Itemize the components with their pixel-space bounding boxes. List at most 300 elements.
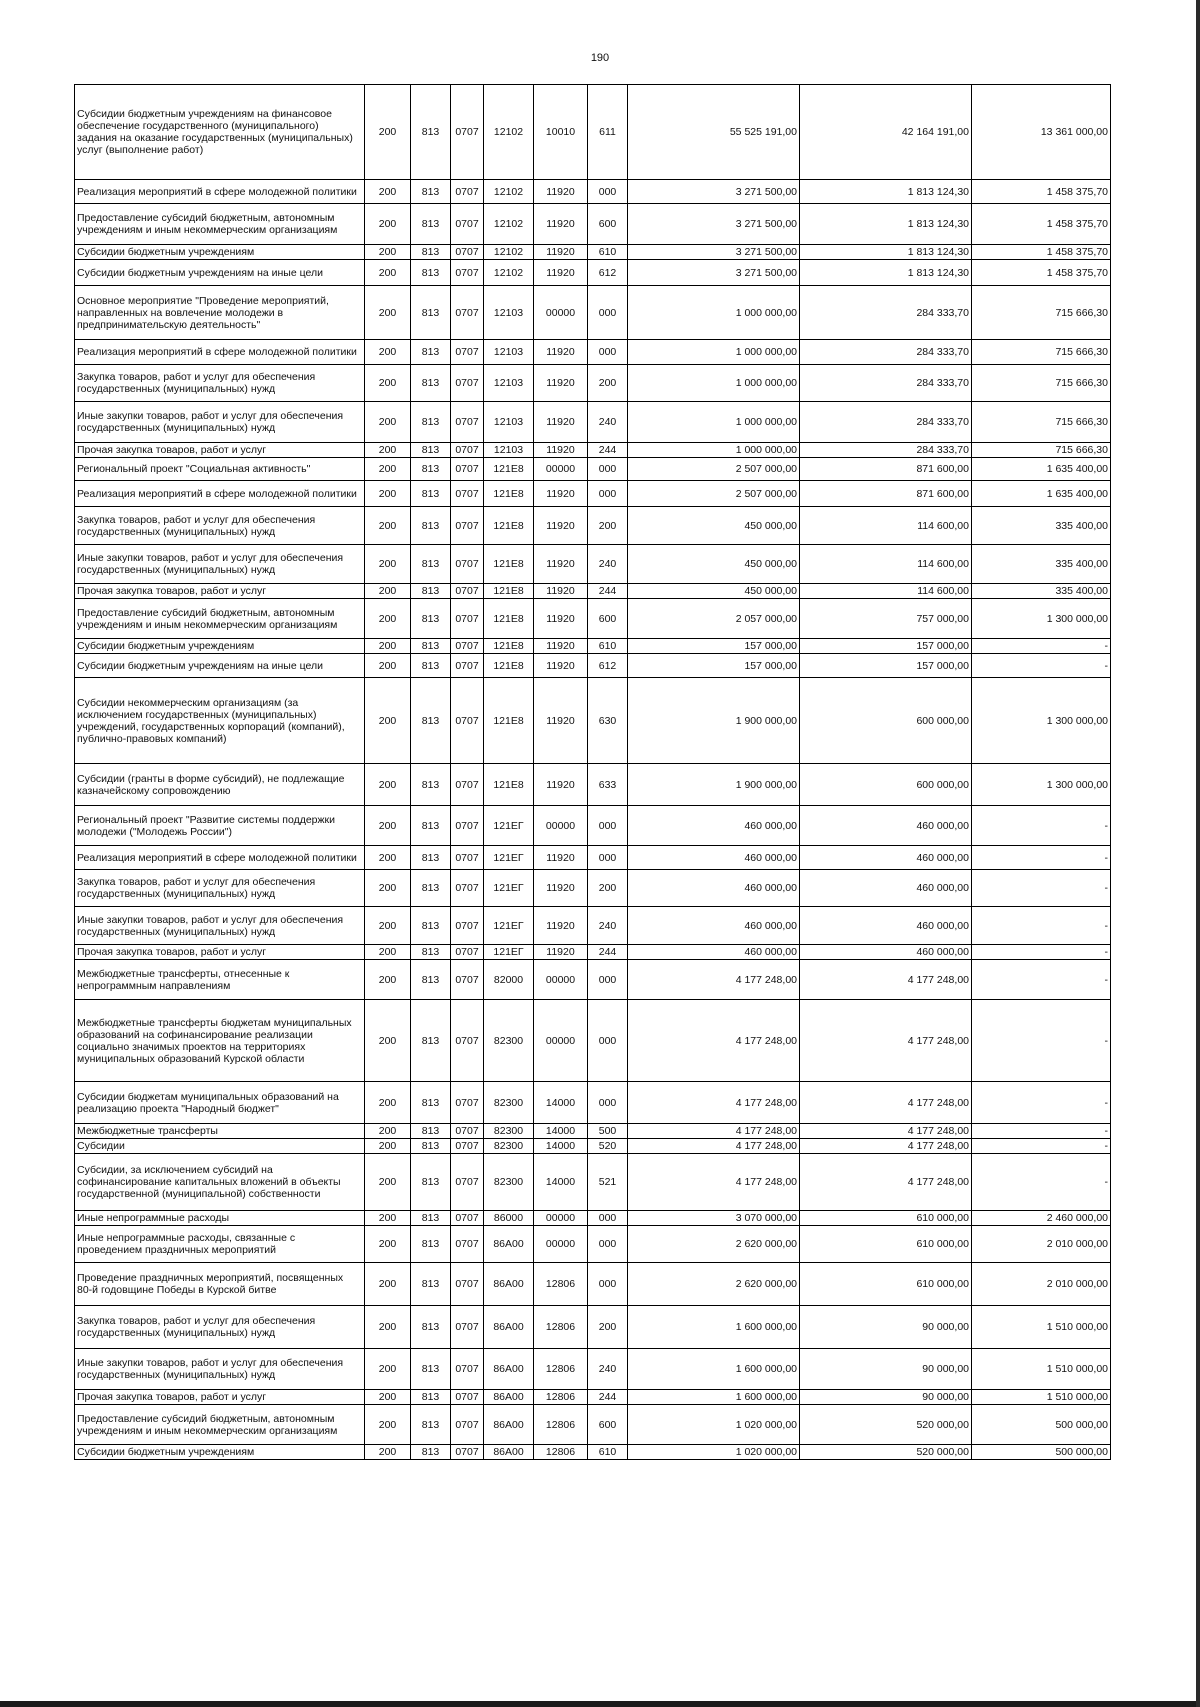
code-ministry-chapter: 200 <box>365 639 411 654</box>
amount-executed: 520 000,00 <box>800 1405 972 1445</box>
code-section: 0707 <box>451 1349 484 1390</box>
amount-planned: 3 070 000,00 <box>628 1211 800 1226</box>
code-target-b: 14000 <box>534 1124 588 1139</box>
amount-planned: 2 507 000,00 <box>628 458 800 481</box>
code-target-a: 12102 <box>484 204 534 245</box>
amount-remaining: 715 666,30 <box>972 365 1111 402</box>
amount-executed: 600 000,00 <box>800 764 972 806</box>
amount-remaining: 715 666,30 <box>972 443 1111 458</box>
amount-executed: 284 333,70 <box>800 340 972 365</box>
code-admin: 813 <box>411 960 451 1000</box>
code-section: 0707 <box>451 1000 484 1082</box>
amount-executed: 460 000,00 <box>800 846 972 870</box>
code-admin: 813 <box>411 204 451 245</box>
code-target-a: 12103 <box>484 402 534 443</box>
code-target-b: 11920 <box>534 654 588 678</box>
code-section: 0707 <box>451 1263 484 1306</box>
row-name: Прочая закупка товаров, работ и услуг <box>75 1390 365 1405</box>
amount-executed: 4 177 248,00 <box>800 960 972 1000</box>
code-admin: 813 <box>411 584 451 599</box>
code-ministry-chapter: 200 <box>365 458 411 481</box>
code-admin: 813 <box>411 639 451 654</box>
row-name: Региональный проект "Социальная активность" <box>75 458 365 481</box>
table-row <box>75 1000 1111 1082</box>
table-row <box>75 1154 1111 1211</box>
code-target-a: 121ЕГ <box>484 870 534 907</box>
code-expense-type: 240 <box>588 907 628 945</box>
row-name: Реализация мероприятий в сфере молодежной политики <box>75 340 365 365</box>
amount-remaining: 2 460 000,00 <box>972 1211 1111 1226</box>
row-name: Прочая закупка товаров, работ и услуг <box>75 584 365 599</box>
code-ministry-chapter: 200 <box>365 507 411 545</box>
table-row <box>75 1349 1111 1390</box>
code-admin: 813 <box>411 1445 451 1460</box>
amount-executed: 4 177 248,00 <box>800 1124 972 1139</box>
code-target-b: 11920 <box>534 507 588 545</box>
table-row <box>75 1211 1111 1226</box>
code-target-a: 121E8 <box>484 654 534 678</box>
amount-planned: 4 177 248,00 <box>628 1082 800 1124</box>
amount-remaining: - <box>972 1154 1111 1211</box>
table-row <box>75 1445 1111 1460</box>
code-ministry-chapter: 200 <box>365 1445 411 1460</box>
code-expense-type: 200 <box>588 1306 628 1349</box>
table-row <box>75 907 1111 945</box>
amount-executed: 42 164 191,00 <box>800 85 972 180</box>
code-target-a: 82300 <box>484 1082 534 1124</box>
code-target-b: 11920 <box>534 245 588 260</box>
row-name: Проведение праздничных мероприятий, посвященных 80-й годовщине Победы в Курской битве <box>75 1263 365 1306</box>
code-admin: 813 <box>411 1211 451 1226</box>
amount-executed: 1 813 124,30 <box>800 260 972 286</box>
row-name: Межбюджетные трансферты, отнесенные к непрограммным направлениям <box>75 960 365 1000</box>
table-row <box>75 1405 1111 1445</box>
row-name: Иные непрограммные расходы <box>75 1211 365 1226</box>
code-target-b: 14000 <box>534 1139 588 1154</box>
code-admin: 813 <box>411 1405 451 1445</box>
code-ministry-chapter: 200 <box>365 870 411 907</box>
row-name: Предоставление субсидий бюджетным, автономным учреждениям и иным некоммерческим организациям <box>75 599 365 639</box>
code-admin: 813 <box>411 1124 451 1139</box>
code-admin: 813 <box>411 481 451 507</box>
amount-planned: 2 620 000,00 <box>628 1263 800 1306</box>
amount-executed: 284 333,70 <box>800 443 972 458</box>
code-admin: 813 <box>411 402 451 443</box>
amount-planned: 1 000 000,00 <box>628 286 800 340</box>
table-row <box>75 260 1111 286</box>
code-target-a: 121E8 <box>484 639 534 654</box>
table-row <box>75 678 1111 764</box>
amount-remaining: - <box>972 1124 1111 1139</box>
code-target-a: 121E8 <box>484 507 534 545</box>
code-target-a: 82300 <box>484 1154 534 1211</box>
amount-remaining: 1 300 000,00 <box>972 764 1111 806</box>
code-expense-type: 612 <box>588 260 628 286</box>
code-ministry-chapter: 200 <box>365 1405 411 1445</box>
code-admin: 813 <box>411 340 451 365</box>
amount-planned: 4 177 248,00 <box>628 1000 800 1082</box>
amount-planned: 3 271 500,00 <box>628 180 800 204</box>
table-body <box>75 85 1111 1460</box>
code-expense-type: 520 <box>588 1139 628 1154</box>
table-row <box>75 1263 1111 1306</box>
code-target-b: 00000 <box>534 458 588 481</box>
amount-planned: 4 177 248,00 <box>628 1124 800 1139</box>
code-target-b: 11920 <box>534 180 588 204</box>
amount-executed: 1 813 124,30 <box>800 204 972 245</box>
code-target-a: 86A00 <box>484 1349 534 1390</box>
amount-planned: 1 000 000,00 <box>628 443 800 458</box>
row-name: Субсидии бюджетным учреждениям на иные цели <box>75 260 365 286</box>
code-target-b: 12806 <box>534 1445 588 1460</box>
code-admin: 813 <box>411 180 451 204</box>
amount-executed: 284 333,70 <box>800 365 972 402</box>
code-admin: 813 <box>411 1349 451 1390</box>
code-admin: 813 <box>411 846 451 870</box>
amount-planned: 1 900 000,00 <box>628 764 800 806</box>
code-expense-type: 500 <box>588 1124 628 1139</box>
code-section: 0707 <box>451 443 484 458</box>
table-row <box>75 846 1111 870</box>
code-section: 0707 <box>451 1139 484 1154</box>
amount-executed: 284 333,70 <box>800 402 972 443</box>
code-target-b: 12806 <box>534 1390 588 1405</box>
amount-planned: 460 000,00 <box>628 806 800 846</box>
code-section: 0707 <box>451 458 484 481</box>
code-target-b: 11920 <box>534 907 588 945</box>
code-section: 0707 <box>451 599 484 639</box>
code-target-a: 86A00 <box>484 1390 534 1405</box>
amount-remaining: 1 300 000,00 <box>972 678 1111 764</box>
code-ministry-chapter: 200 <box>365 1000 411 1082</box>
code-ministry-chapter: 200 <box>365 599 411 639</box>
code-expense-type: 000 <box>588 1226 628 1263</box>
code-section: 0707 <box>451 1226 484 1263</box>
code-target-b: 11920 <box>534 945 588 960</box>
code-admin: 813 <box>411 85 451 180</box>
amount-planned: 3 271 500,00 <box>628 260 800 286</box>
code-admin: 813 <box>411 260 451 286</box>
amount-executed: 90 000,00 <box>800 1306 972 1349</box>
amount-executed: 4 177 248,00 <box>800 1000 972 1082</box>
code-expense-type: 000 <box>588 1082 628 1124</box>
amount-remaining: 715 666,30 <box>972 402 1111 443</box>
code-admin: 813 <box>411 764 451 806</box>
scan-right-edge <box>1196 0 1200 1707</box>
amount-remaining: - <box>972 960 1111 1000</box>
code-ministry-chapter: 200 <box>365 945 411 960</box>
row-name: Прочая закупка товаров, работ и услуг <box>75 443 365 458</box>
amount-remaining: 335 400,00 <box>972 584 1111 599</box>
amount-executed: 1 813 124,30 <box>800 245 972 260</box>
code-admin: 813 <box>411 1226 451 1263</box>
table-row <box>75 1306 1111 1349</box>
table-row <box>75 507 1111 545</box>
code-target-a: 121ЕГ <box>484 806 534 846</box>
code-target-b: 11920 <box>534 584 588 599</box>
row-name: Иные закупки товаров, работ и услуг для обеспечения государственных (муниципальных) нужд <box>75 1349 365 1390</box>
amount-executed: 460 000,00 <box>800 907 972 945</box>
code-ministry-chapter: 200 <box>365 1082 411 1124</box>
code-ministry-chapter: 200 <box>365 545 411 584</box>
table-row <box>75 764 1111 806</box>
code-section: 0707 <box>451 639 484 654</box>
page-number: 190 <box>590 52 610 64</box>
code-target-b: 11920 <box>534 340 588 365</box>
amount-remaining: 1 458 375,70 <box>972 180 1111 204</box>
amount-planned: 460 000,00 <box>628 846 800 870</box>
amount-remaining: 1 458 375,70 <box>972 245 1111 260</box>
row-name: Закупка товаров, работ и услуг для обеспечения государственных (муниципальных) нужд <box>75 1306 365 1349</box>
amount-remaining: 500 000,00 <box>972 1445 1111 1460</box>
code-section: 0707 <box>451 654 484 678</box>
code-target-a: 121ЕГ <box>484 846 534 870</box>
table-row <box>75 204 1111 245</box>
code-section: 0707 <box>451 584 484 599</box>
amount-remaining: 1 510 000,00 <box>972 1306 1111 1349</box>
code-target-a: 12102 <box>484 260 534 286</box>
code-ministry-chapter: 200 <box>365 443 411 458</box>
amount-executed: 610 000,00 <box>800 1226 972 1263</box>
amount-planned: 2 057 000,00 <box>628 599 800 639</box>
amount-remaining: 13 361 000,00 <box>972 85 1111 180</box>
code-admin: 813 <box>411 286 451 340</box>
table-row <box>75 1082 1111 1124</box>
code-admin: 813 <box>411 545 451 584</box>
code-target-b: 00000 <box>534 960 588 1000</box>
table-row <box>75 945 1111 960</box>
code-target-b: 11920 <box>534 599 588 639</box>
table-row <box>75 85 1111 180</box>
code-ministry-chapter: 200 <box>365 907 411 945</box>
code-target-b: 14000 <box>534 1082 588 1124</box>
amount-executed: 157 000,00 <box>800 654 972 678</box>
code-target-a: 121E8 <box>484 678 534 764</box>
code-expense-type: 610 <box>588 1445 628 1460</box>
amount-executed: 610 000,00 <box>800 1263 972 1306</box>
code-ministry-chapter: 200 <box>365 1306 411 1349</box>
amount-planned: 4 177 248,00 <box>628 1154 800 1211</box>
amount-executed: 520 000,00 <box>800 1445 972 1460</box>
table-row <box>75 365 1111 402</box>
row-name: Иные непрограммные расходы, связанные с проведением праздничных мероприятий <box>75 1226 365 1263</box>
row-name: Иные закупки товаров, работ и услуг для обеспечения государственных (муниципальных) нужд <box>75 545 365 584</box>
amount-planned: 1 000 000,00 <box>628 402 800 443</box>
code-target-b: 12806 <box>534 1263 588 1306</box>
code-target-a: 82300 <box>484 1124 534 1139</box>
code-ministry-chapter: 200 <box>365 286 411 340</box>
code-admin: 813 <box>411 458 451 481</box>
code-target-b: 11920 <box>534 639 588 654</box>
code-target-b: 12806 <box>534 1306 588 1349</box>
code-admin: 813 <box>411 365 451 402</box>
table-row <box>75 1139 1111 1154</box>
code-ministry-chapter: 200 <box>365 85 411 180</box>
amount-executed: 460 000,00 <box>800 870 972 907</box>
table-row <box>75 960 1111 1000</box>
row-name: Реализация мероприятий в сфере молодежной политики <box>75 180 365 204</box>
amount-planned: 460 000,00 <box>628 945 800 960</box>
code-admin: 813 <box>411 443 451 458</box>
code-section: 0707 <box>451 1082 484 1124</box>
code-target-b: 11920 <box>534 846 588 870</box>
code-expense-type: 244 <box>588 945 628 960</box>
row-name: Предоставление субсидий бюджетным, автономным учреждениям и иным некоммерческим организациям <box>75 204 365 245</box>
amount-remaining: 2 010 000,00 <box>972 1263 1111 1306</box>
amount-executed: 90 000,00 <box>800 1349 972 1390</box>
code-target-b: 12806 <box>534 1405 588 1445</box>
amount-remaining: 500 000,00 <box>972 1405 1111 1445</box>
row-name: Субсидии бюджетам муниципальных образований на реализацию проекта "Народный бюджет" <box>75 1082 365 1124</box>
table-row <box>75 443 1111 458</box>
code-target-a: 12103 <box>484 365 534 402</box>
code-ministry-chapter: 200 <box>365 764 411 806</box>
code-ministry-chapter: 200 <box>365 402 411 443</box>
table-row <box>75 1226 1111 1263</box>
row-name: Межбюджетные трансферты бюджетам муниципальных образований на софинансирование реализации социально значимых проектов на территориях муниципальных образований Курской области <box>75 1000 365 1082</box>
code-target-a: 121E8 <box>484 764 534 806</box>
amount-executed: 114 600,00 <box>800 507 972 545</box>
amount-executed: 871 600,00 <box>800 458 972 481</box>
amount-remaining: 1 510 000,00 <box>972 1349 1111 1390</box>
code-section: 0707 <box>451 180 484 204</box>
row-name: Региональный проект "Развитие системы поддержки молодежи ("Молодежь России") <box>75 806 365 846</box>
code-section: 0707 <box>451 481 484 507</box>
code-ministry-chapter: 200 <box>365 365 411 402</box>
code-section: 0707 <box>451 545 484 584</box>
table-row <box>75 458 1111 481</box>
code-target-b: 12806 <box>534 1349 588 1390</box>
code-ministry-chapter: 200 <box>365 1124 411 1139</box>
code-expense-type: 244 <box>588 1390 628 1405</box>
code-target-b: 00000 <box>534 1211 588 1226</box>
code-ministry-chapter: 200 <box>365 806 411 846</box>
amount-executed: 114 600,00 <box>800 584 972 599</box>
amount-planned: 1 000 000,00 <box>628 365 800 402</box>
amount-remaining: - <box>972 907 1111 945</box>
code-expense-type: 240 <box>588 402 628 443</box>
row-name: Субсидии бюджетным учреждениям <box>75 1445 365 1460</box>
code-ministry-chapter: 200 <box>365 654 411 678</box>
budget-table <box>74 84 1111 1460</box>
row-name: Субсидии (гранты в форме субсидий), не подлежащие казначейскому сопровождению <box>75 764 365 806</box>
code-target-a: 121E8 <box>484 584 534 599</box>
amount-remaining: 715 666,30 <box>972 340 1111 365</box>
amount-executed: 1 813 124,30 <box>800 180 972 204</box>
amount-planned: 460 000,00 <box>628 870 800 907</box>
code-expense-type: 000 <box>588 481 628 507</box>
code-ministry-chapter: 200 <box>365 204 411 245</box>
amount-executed: 610 000,00 <box>800 1211 972 1226</box>
code-target-b: 14000 <box>534 1154 588 1211</box>
amount-remaining: - <box>972 1082 1111 1124</box>
code-section: 0707 <box>451 1445 484 1460</box>
table-row <box>75 481 1111 507</box>
amount-planned: 1 020 000,00 <box>628 1445 800 1460</box>
code-expense-type: 000 <box>588 1211 628 1226</box>
code-admin: 813 <box>411 507 451 545</box>
code-target-b: 10010 <box>534 85 588 180</box>
code-target-a: 121E8 <box>484 599 534 639</box>
code-target-b: 11920 <box>534 204 588 245</box>
code-target-b: 11920 <box>534 545 588 584</box>
row-name: Прочая закупка товаров, работ и услуг <box>75 945 365 960</box>
row-name: Межбюджетные трансферты <box>75 1124 365 1139</box>
amount-executed: 460 000,00 <box>800 806 972 846</box>
code-ministry-chapter: 200 <box>365 1226 411 1263</box>
code-expense-type: 244 <box>588 443 628 458</box>
code-expense-type: 600 <box>588 1405 628 1445</box>
code-admin: 813 <box>411 678 451 764</box>
code-ministry-chapter: 200 <box>365 340 411 365</box>
row-name: Основное мероприятие "Проведение мероприятий, направленных на вовлечение молодежи в предпринимательскую деятельность" <box>75 286 365 340</box>
amount-remaining: - <box>972 870 1111 907</box>
code-section: 0707 <box>451 870 484 907</box>
code-target-b: 11920 <box>534 870 588 907</box>
code-expense-type: 000 <box>588 960 628 1000</box>
code-target-b: 00000 <box>534 1000 588 1082</box>
table-row <box>75 286 1111 340</box>
code-expense-type: 000 <box>588 1000 628 1082</box>
row-name: Субсидии бюджетным учреждениям <box>75 639 365 654</box>
table-row <box>75 545 1111 584</box>
row-name: Субсидии бюджетным учреждениям на иные цели <box>75 654 365 678</box>
code-expense-type: 200 <box>588 870 628 907</box>
amount-executed: 284 333,70 <box>800 286 972 340</box>
code-admin: 813 <box>411 1000 451 1082</box>
row-name: Закупка товаров, работ и услуг для обеспечения государственных (муниципальных) нужд <box>75 365 365 402</box>
code-section: 0707 <box>451 1390 484 1405</box>
code-target-a: 12102 <box>484 180 534 204</box>
code-section: 0707 <box>451 806 484 846</box>
amount-remaining: 335 400,00 <box>972 545 1111 584</box>
code-section: 0707 <box>451 365 484 402</box>
amount-executed: 757 000,00 <box>800 599 972 639</box>
amount-planned: 1 000 000,00 <box>628 340 800 365</box>
code-target-a: 86A00 <box>484 1405 534 1445</box>
amount-remaining: 2 010 000,00 <box>972 1226 1111 1263</box>
code-section: 0707 <box>451 340 484 365</box>
amount-remaining: - <box>972 1000 1111 1082</box>
code-expense-type: 000 <box>588 458 628 481</box>
code-expense-type: 521 <box>588 1154 628 1211</box>
code-admin: 813 <box>411 654 451 678</box>
amount-planned: 1 600 000,00 <box>628 1306 800 1349</box>
amount-planned: 2 507 000,00 <box>628 481 800 507</box>
amount-remaining: 1 510 000,00 <box>972 1390 1111 1405</box>
code-expense-type: 000 <box>588 340 628 365</box>
code-ministry-chapter: 200 <box>365 260 411 286</box>
code-admin: 813 <box>411 1082 451 1124</box>
code-expense-type: 612 <box>588 654 628 678</box>
code-expense-type: 611 <box>588 85 628 180</box>
code-target-b: 11920 <box>534 402 588 443</box>
code-section: 0707 <box>451 846 484 870</box>
amount-remaining: 1 300 000,00 <box>972 599 1111 639</box>
amount-planned: 3 271 500,00 <box>628 245 800 260</box>
row-name: Иные закупки товаров, работ и услуг для обеспечения государственных (муниципальных) нужд <box>75 907 365 945</box>
code-target-a: 12103 <box>484 443 534 458</box>
code-ministry-chapter: 200 <box>365 584 411 599</box>
code-admin: 813 <box>411 1154 451 1211</box>
code-target-a: 12103 <box>484 340 534 365</box>
code-target-a: 86A00 <box>484 1226 534 1263</box>
code-target-a: 121E8 <box>484 458 534 481</box>
code-target-a: 82000 <box>484 960 534 1000</box>
amount-remaining: - <box>972 1139 1111 1154</box>
table-row <box>75 599 1111 639</box>
row-name: Субсидии некоммерческим организациям (за исключением государственных (муниципальных) учреждений, государственных корпораций (компаний), публично-правовых компаний) <box>75 678 365 764</box>
